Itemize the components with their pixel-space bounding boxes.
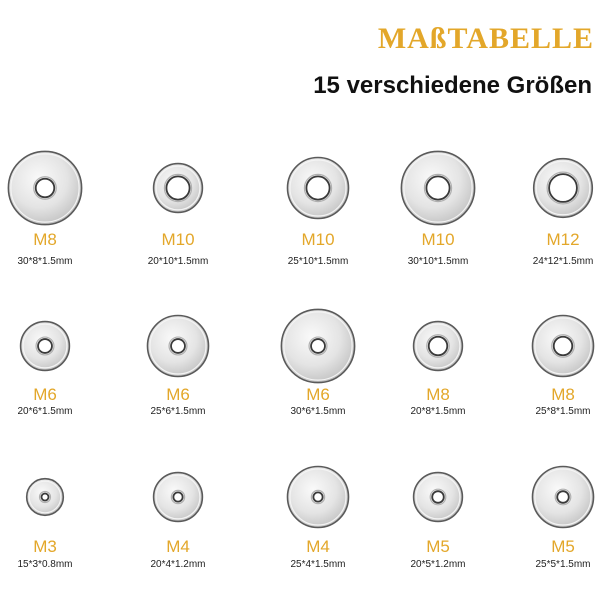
washer-item bbox=[378, 304, 498, 434]
washer-item bbox=[0, 455, 105, 585]
washer-dimension-label: 25*5*1.5mm bbox=[535, 559, 591, 570]
washer-item bbox=[503, 455, 600, 585]
washer-hole bbox=[432, 491, 444, 503]
washer-dimension-label: 20*5*1.2mm bbox=[410, 559, 466, 570]
washer-item bbox=[258, 146, 378, 276]
washer-size-label: M10 bbox=[301, 230, 335, 249]
washer-icon bbox=[0, 455, 105, 539]
washer-hole bbox=[426, 176, 449, 199]
washer-size-label: M6 bbox=[166, 385, 190, 404]
washer-icon bbox=[503, 146, 600, 230]
page-subtitle: 15 verschiedene Größen bbox=[313, 72, 592, 99]
washer-hole bbox=[171, 339, 185, 353]
washer-icon bbox=[118, 146, 238, 230]
washer-hole bbox=[42, 494, 49, 501]
washer-size-label: M8 bbox=[426, 385, 450, 404]
washer-icon bbox=[258, 455, 378, 539]
washer-hole bbox=[173, 492, 182, 501]
washer-dimension-label: 25*6*1.5mm bbox=[150, 406, 206, 417]
washer-size-label: M4 bbox=[166, 537, 190, 556]
washer-item bbox=[118, 146, 238, 276]
washer-item bbox=[118, 304, 238, 434]
washer-dimension-label: 24*12*1.5mm bbox=[532, 256, 594, 267]
washer-hole bbox=[166, 176, 189, 199]
washer-size-label: M3 bbox=[33, 537, 57, 556]
washer-hole bbox=[549, 174, 577, 202]
washer-dimension-label: 30*8*1.5mm bbox=[17, 256, 73, 267]
washer-dimension-label: 20*8*1.5mm bbox=[410, 406, 466, 417]
washer-icon bbox=[378, 455, 498, 539]
washer-icon bbox=[258, 146, 378, 230]
washer-item bbox=[378, 455, 498, 585]
washer-size-label: M6 bbox=[33, 385, 57, 404]
washer-hole bbox=[313, 492, 322, 501]
washer-item bbox=[503, 304, 600, 434]
washer-item bbox=[0, 146, 105, 276]
washer-item bbox=[258, 455, 378, 585]
washer-dimension-label: 30*6*1.5mm bbox=[290, 406, 346, 417]
washer-item bbox=[118, 455, 238, 585]
washer-hole bbox=[557, 491, 569, 503]
washer-dimension-label: 25*8*1.5mm bbox=[535, 406, 591, 417]
washer-icon bbox=[0, 304, 105, 388]
washer-dimension-label: 20*4*1.2mm bbox=[150, 559, 206, 570]
washer-size-label: M8 bbox=[33, 230, 57, 249]
washer-hole bbox=[311, 339, 325, 353]
washer-dimension-label: 25*4*1.5mm bbox=[290, 559, 346, 570]
washer-item bbox=[503, 146, 600, 276]
page-title: MAßTABELLE bbox=[377, 22, 594, 55]
washer-icon bbox=[258, 304, 378, 388]
washer-size-label: M10 bbox=[161, 230, 195, 249]
washer-dimension-label: 20*6*1.5mm bbox=[17, 406, 73, 417]
washer-hole bbox=[38, 339, 52, 353]
washer-dimension-label: 20*10*1.5mm bbox=[147, 256, 209, 267]
washer-size-label: M5 bbox=[426, 537, 450, 556]
washer-dimension-label: 25*10*1.5mm bbox=[287, 256, 349, 267]
washer-hole bbox=[306, 176, 329, 199]
washer-icon bbox=[378, 304, 498, 388]
washer-size-label: M5 bbox=[551, 537, 575, 556]
washer-size-label: M8 bbox=[551, 385, 575, 404]
washer-item bbox=[258, 304, 378, 434]
washer-hole bbox=[36, 179, 55, 198]
washer-icon bbox=[118, 304, 238, 388]
washer-hole bbox=[554, 337, 573, 356]
washer-dimension-label: 15*3*0.8mm bbox=[17, 559, 73, 570]
washer-item bbox=[378, 146, 498, 276]
washer-size-label: M10 bbox=[421, 230, 455, 249]
washer-item bbox=[0, 304, 105, 434]
washer-hole bbox=[429, 337, 448, 356]
washer-icon bbox=[503, 455, 600, 539]
washer-icon bbox=[118, 455, 238, 539]
washer-size-label: M6 bbox=[306, 385, 330, 404]
washer-icon bbox=[503, 304, 600, 388]
washer-size-label: M12 bbox=[546, 230, 580, 249]
washer-icon bbox=[378, 146, 498, 230]
washer-icon bbox=[0, 146, 105, 230]
washer-size-label: M4 bbox=[306, 537, 330, 556]
washer-dimension-label: 30*10*1.5mm bbox=[407, 256, 469, 267]
